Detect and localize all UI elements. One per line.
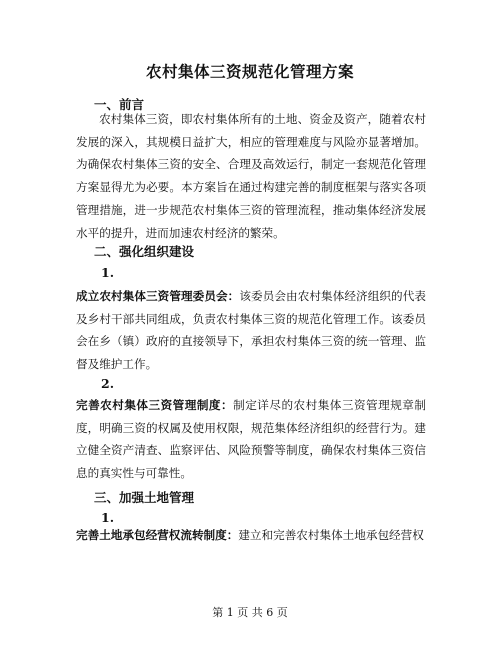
item-number: 1. bbox=[101, 265, 115, 280]
organization-item-2 bbox=[76, 394, 426, 485]
item-text: 建立和完善农村集体土地承包经营权 bbox=[238, 528, 424, 542]
section-heading-organization: 二、强化组织建设 bbox=[94, 244, 195, 259]
item-number: 2. bbox=[101, 376, 115, 391]
preface-text: 农村集体三资，即农村集体所有的土地、资金及资产，随着农村发展的深入，其规模日益扩大，相应的管理难度与风险亦显著增加。为确保农村集体三资的安全、合理及高效运行，制定一套规范化管理方案显得尤为必要。本方案旨在通过构建完善的制度框架与落实各项管理措施，进一步规范农村集体三资的管理流程，推动集体经济发展水平的提升，进而加速农村经济的繁荣。 bbox=[76, 112, 426, 240]
item-text: 该委员会由农村集体经济组织的代表及乡村干部共同组成，负责农村集体三资的规范化管理工作。该委员会在乡（镇）政府的直接领导下，承担农村集体三资的统一管理、监督及维护工作。 bbox=[76, 289, 426, 372]
item-text: 制定详尽的农村集体三资管理规章制度，明确三资的权属及使用权限，规范集体经济组织的经营行为。建立健全资产清查、监察评估、风险预警等制度，确保农村集体三资信息的真实性与可靠性。 bbox=[76, 398, 426, 481]
item-number: 1. bbox=[101, 510, 115, 525]
item-lead: 完善农村集体三资管理制度： bbox=[76, 398, 234, 412]
preface-paragraph bbox=[76, 108, 426, 244]
land-item-1 bbox=[76, 524, 426, 547]
organization-item-1 bbox=[76, 285, 426, 376]
section-heading-preface: 一、前言 bbox=[94, 97, 145, 112]
item-lead: 成立农村集体三资管理委员会： bbox=[76, 289, 240, 303]
document-title: 农村集体三资规范化管理方案 bbox=[145, 63, 354, 81]
section-heading-land: 三、加强土地管理 bbox=[94, 490, 195, 505]
item-lead: 完善土地承包经营权流转制度： bbox=[76, 528, 239, 542]
page-footer: 第 1 页 共 6 页 bbox=[212, 606, 288, 619]
